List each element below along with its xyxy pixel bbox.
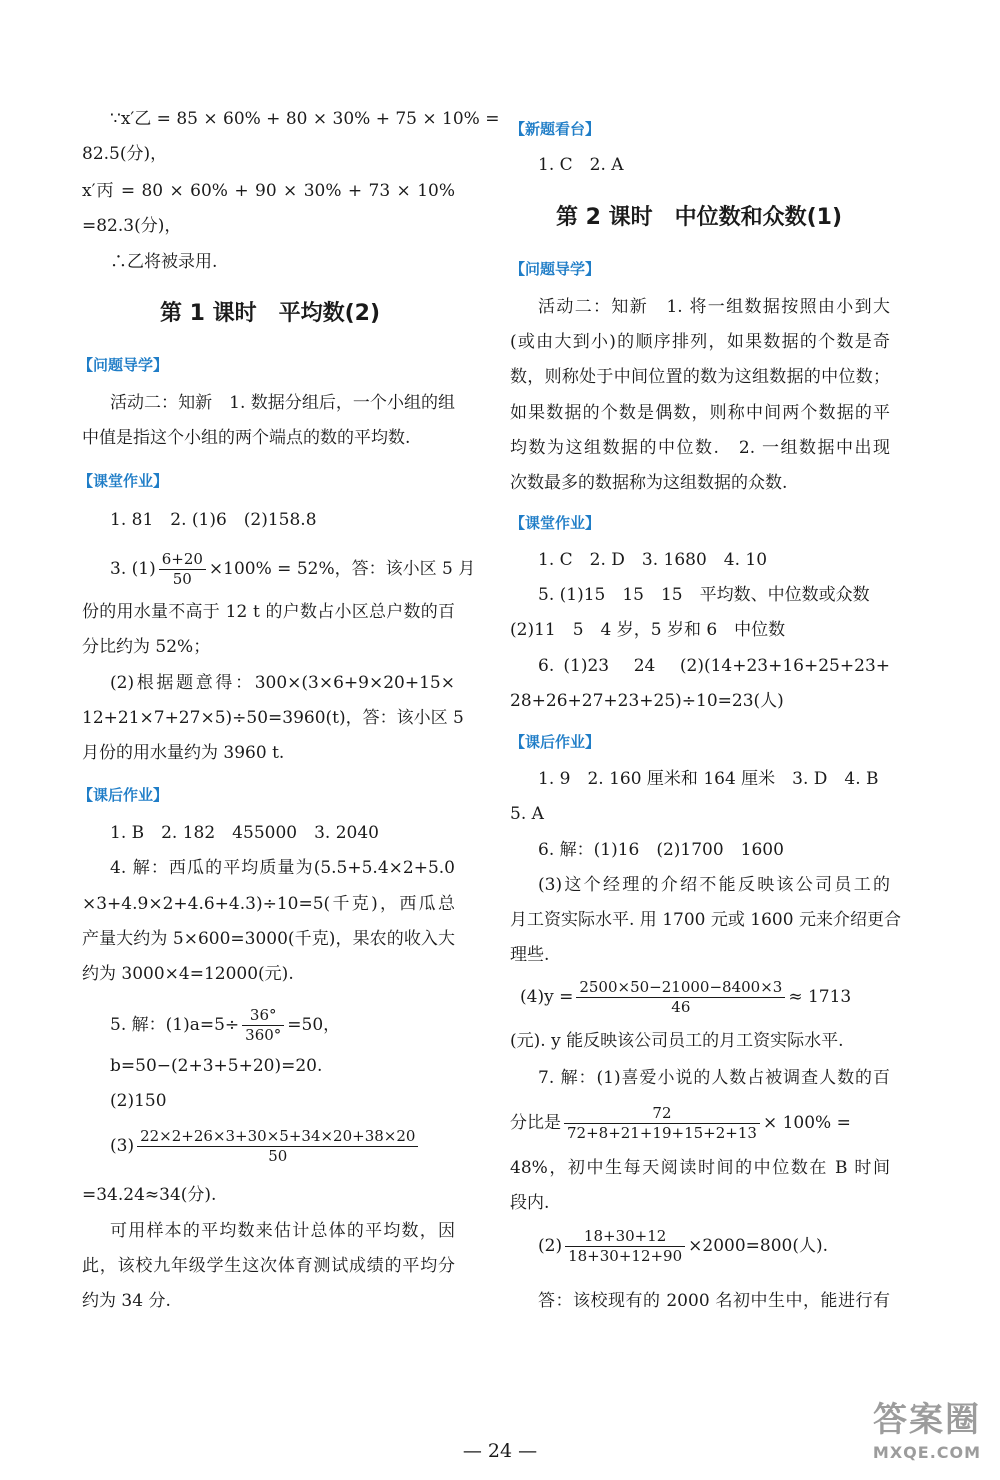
- answer-line: 次数最多的数据称为这组数据的众数.: [510, 473, 788, 493]
- answer-line: 1. B 2. 182 455000 3. 2040: [110, 823, 379, 843]
- answer-line-fraction: [538, 1227, 828, 1266]
- answer-line: 均数为这组数据的中位数. 2. 一组数据中出现: [510, 438, 890, 458]
- answer-line: 6. (1)23 24 (2)(14+23+16+25+23+: [538, 656, 890, 676]
- answer-line-fraction: [510, 1104, 851, 1143]
- answer-line: 4. 解：西瓜的平均质量为(5.5+5.4×2+5.0: [110, 858, 455, 878]
- answer-line: 28+26+27+23+25)÷10=23(人): [510, 691, 784, 711]
- lesson-title: 第 2 课时 中位数和众数(1): [556, 205, 843, 230]
- answer-line: 月工资实际水平. 用 1700 元或 1600 元来介绍更合: [510, 910, 901, 930]
- numerator: 36°: [242, 1006, 284, 1026]
- answer-line: (或由大到小)的顺序排列，如果数据的个数是奇: [510, 332, 890, 352]
- answer-line: 1. C 2. D 3. 1680 4. 10: [538, 550, 768, 570]
- fraction: [564, 1104, 760, 1143]
- answer-line: 12+21×7+27×5)÷50=3960(t)，答：该小区 5: [82, 708, 464, 728]
- answer-line: 数，则称处于中间位置的数为这组数据的中位数；: [510, 367, 890, 387]
- answer-line: 活动二：知新 1. 将一组数据按照由小到大: [538, 297, 890, 317]
- watermark-logo-text: 答案圈: [873, 1400, 981, 1440]
- text: × 100% =: [762, 1113, 851, 1133]
- answer-line: ×3+4.9×2+4.6+4.3)÷10=5(千克)，西瓜总: [82, 894, 455, 914]
- answer-line: 7. 解：(1)喜爱小说的人数占被调查人数的百: [538, 1068, 890, 1088]
- answer-line: 1. 9 2. 160 厘米和 164 厘米 3. D 4. B: [538, 769, 879, 789]
- text: 3. (1): [110, 559, 156, 579]
- section-tag: 【课后作业】: [510, 733, 601, 751]
- watermark-logo: [862, 1398, 992, 1474]
- answer-line: =34.24≈34(分).: [82, 1185, 217, 1205]
- page-number: — 24 —: [462, 1440, 538, 1462]
- answer-line-fraction: [520, 978, 851, 1017]
- answer-line: 理些.: [510, 945, 550, 965]
- section-tag: 【问题导学】: [78, 356, 169, 374]
- fraction: [159, 550, 206, 589]
- answer-line: 约为 34 分.: [82, 1291, 171, 1311]
- denominator: 50: [268, 1147, 288, 1165]
- answer-line: 月份的用水量约为 3960 t.: [82, 743, 285, 763]
- solution-line: ∴乙将被录用.: [110, 252, 218, 272]
- answer-line: 1. C 2. A: [538, 155, 624, 175]
- fraction: [576, 978, 785, 1017]
- fraction: [242, 1006, 284, 1045]
- numerator: 18+30+12: [565, 1227, 685, 1247]
- text: ≈ 1713: [788, 987, 852, 1007]
- text: 5. 解：(1)a=5÷: [110, 1015, 240, 1035]
- text: =50，: [287, 1015, 341, 1035]
- text: ×2000=800(人).: [688, 1236, 829, 1256]
- watermark-url: MXQE.COM: [872, 1443, 982, 1462]
- answer-line: 中值是指这个小组的两个端点的数的平均数.: [82, 428, 411, 448]
- section-tag: 【课堂作业】: [510, 514, 601, 532]
- answer-line: 6. 解：(1)16 (2)1700 1600: [538, 840, 784, 860]
- answer-line: 段内.: [510, 1193, 550, 1213]
- left-column: [78, 0, 570, 1380]
- answer-line: (3)这个经理的介绍不能反映该公司员工的: [538, 875, 890, 895]
- answer-line: 产量大约为 5×600=3000(千克)，果农的收入大: [82, 929, 455, 949]
- answer-line: (2)11 5 4 岁，5 岁和 6 中位数: [510, 620, 786, 640]
- answer-line: 5. (1)15 15 15 平均数、中位数或众数: [538, 585, 870, 605]
- answer-line: 48%，初中生每天阅读时间的中位数在 B 时间: [510, 1158, 890, 1178]
- solution-line: ∵x′乙 = 85 × 60% + 80 × 30% + 75 × 10% =: [110, 109, 500, 129]
- denominator: 360°: [245, 1026, 282, 1044]
- answer-line-fraction: [110, 1127, 421, 1166]
- denominator: 72+8+21+19+15+2+13: [567, 1124, 757, 1142]
- answer-line: b=50−(2+3+5+20)=20.: [110, 1056, 323, 1076]
- lesson-title: 第 1 课时 平均数(2): [160, 301, 381, 326]
- denominator: 18+30+12+90: [568, 1247, 683, 1265]
- fraction: [565, 1227, 685, 1266]
- text: (4)y =: [520, 987, 574, 1007]
- answer-line: 1. 81 2. (1)6 (2)158.8: [110, 510, 317, 530]
- numerator: 6+20: [159, 550, 206, 570]
- solution-line: =82.3(分)，: [82, 216, 182, 236]
- answer-line: 答：该校现有的 2000 名初中生中，能进行有: [538, 1291, 890, 1311]
- numerator: 2500×50−21000−8400×3: [576, 978, 785, 998]
- text: 分比是: [510, 1113, 561, 1133]
- answer-line: 可用样本的平均数来估计总体的平均数，因: [110, 1221, 455, 1241]
- answer-line: 分比约为 52%；: [82, 637, 211, 657]
- answer-line: (2)根据题意得：300×(3×6+9×20+15×: [110, 673, 455, 693]
- answer-line: (2)150: [110, 1091, 167, 1111]
- solution-line: x′丙 = 80 × 60% + 90 × 30% + 73 × 10%: [82, 181, 455, 201]
- fraction: [137, 1127, 418, 1166]
- numerator: 72: [564, 1104, 760, 1124]
- denominator: 46: [671, 998, 691, 1016]
- section-tag: 【新题看台】: [510, 120, 601, 138]
- section-tag: 【课后作业】: [78, 786, 169, 804]
- numerator: 22×2+26×3+30×5+34×20+38×20: [137, 1127, 418, 1147]
- text: (2): [538, 1236, 563, 1256]
- denominator: 50: [172, 570, 192, 588]
- answer-line-fraction: [110, 1006, 340, 1045]
- text: ×100% = 52%，答：该小区 5 月: [208, 559, 476, 579]
- answer-line: 约为 3000×4=12000(元).: [82, 964, 294, 984]
- answer-line: 活动二：知新 1. 数据分组后，一个小组的组: [110, 393, 455, 413]
- text: (3): [110, 1136, 135, 1156]
- answer-line: (元). y 能反映该公司员工的月工资实际水平.: [510, 1031, 844, 1051]
- answer-line: 份的用水量不高于 12 t 的户数占小区总户数的百: [82, 602, 455, 622]
- answer-line: 5. A: [510, 804, 544, 824]
- solution-line: 82.5(分)，: [82, 144, 168, 164]
- answer-line-fraction: [110, 550, 475, 589]
- answer-line: 如果数据的个数是偶数，则称中间两个数据的平: [510, 403, 890, 423]
- answer-line: 此，该校九年级学生这次体育测试成绩的平均分: [82, 1256, 455, 1276]
- right-column: [510, 0, 970, 1380]
- section-tag: 【问题导学】: [510, 260, 601, 278]
- section-tag: 【课堂作业】: [78, 472, 169, 490]
